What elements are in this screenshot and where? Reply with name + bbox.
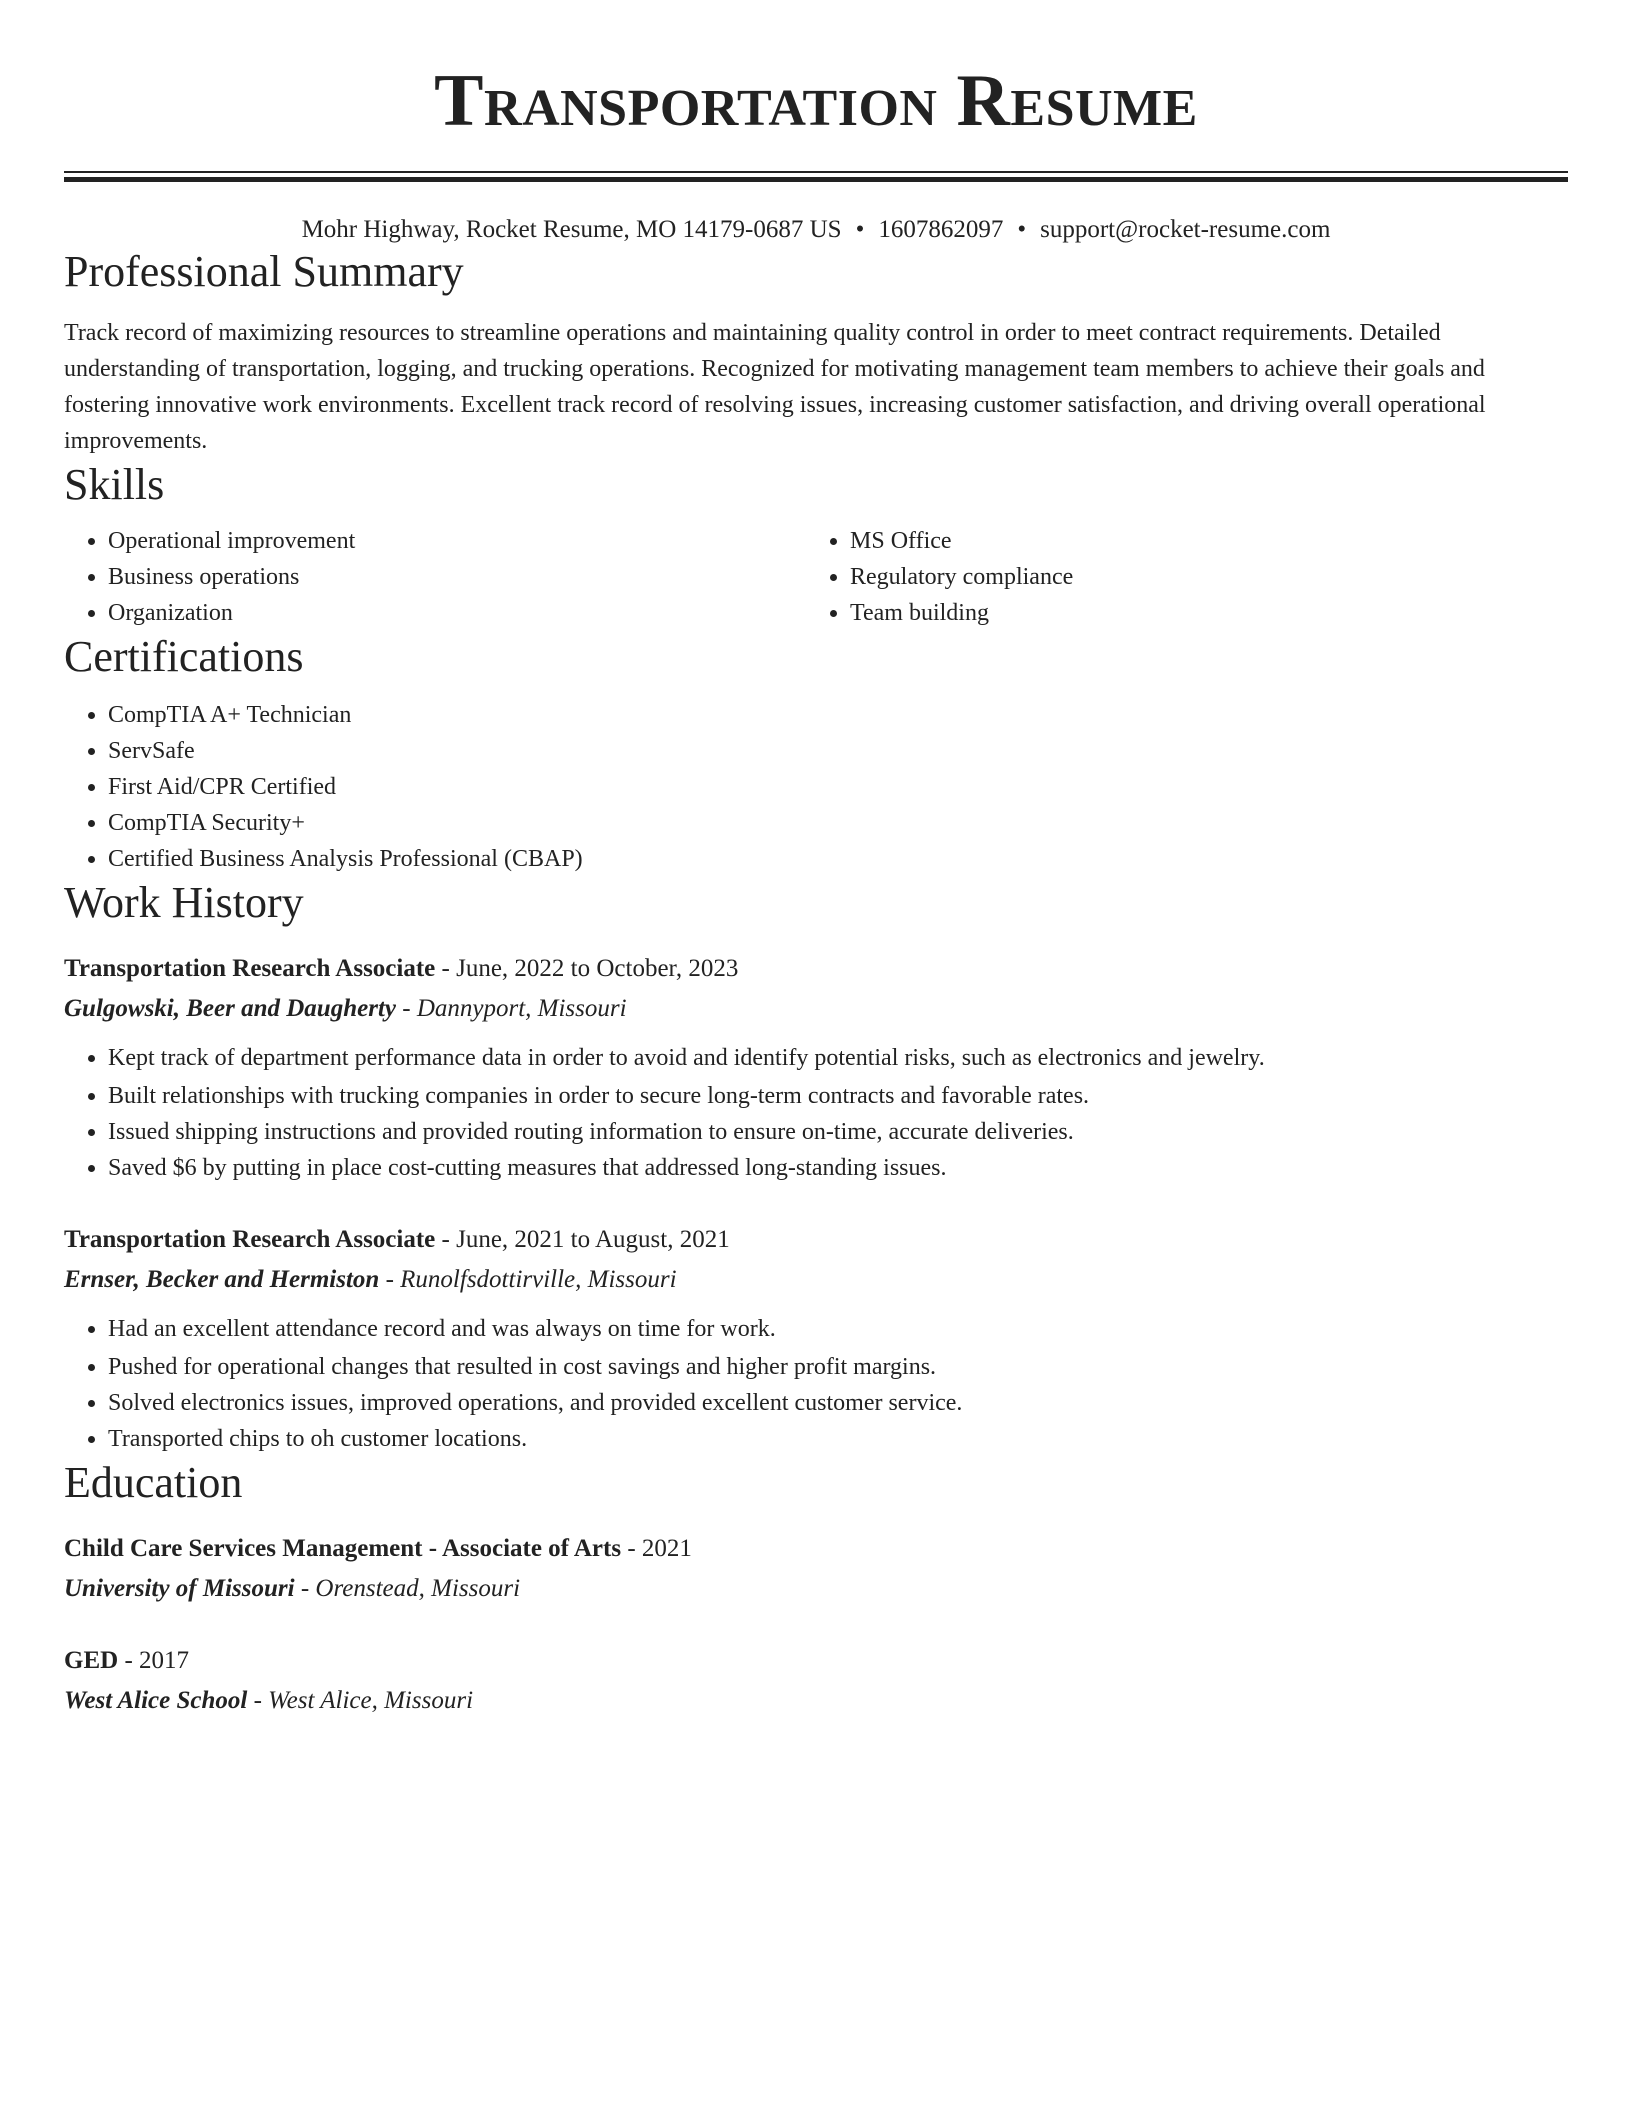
- school-dash: -: [247, 1687, 269, 1714]
- job-title-line: [64, 1222, 1568, 1258]
- skills-grid: [64, 523, 1568, 631]
- certification-item: • CompTIA A+ Technician: [108, 697, 1568, 733]
- job-title: Transportation Research Associate: [64, 1226, 436, 1253]
- skill-item: • Team building: [850, 595, 1548, 631]
- job-duty: • Saved $6 by putting in place cost-cutting measures that addressed long-standing issues.: [108, 1150, 1568, 1186]
- job-duty: • Built relationships with trucking companies in order to secure long-term contracts and favorable rates.: [108, 1078, 1568, 1114]
- certifications-list: [64, 697, 1568, 877]
- degree-dash: -: [621, 1535, 642, 1562]
- skill-item: • Business operations: [108, 559, 806, 595]
- job-dash: -: [435, 955, 457, 982]
- page-title: Transportation Resume: [434, 60, 1198, 142]
- contact-email: support@rocket-resume.com: [1040, 216, 1331, 243]
- title-divider: [64, 171, 1568, 182]
- summary-text: Track record of maximizing resources to streamline operations and maintaining quality control in order to meet contract requirements. Detailed understanding of transportation, logging, and trucking operations. Recognized for motivating management team members to achieve their goals and fostering innovative work environments. Excellent track record of resolving issues, increasing customer satisfaction, and driving overall operational improvements.: [64, 320, 1486, 454]
- job-duty: • Solved electronics issues, improved operations, and provided excellent customer service.: [108, 1385, 1568, 1421]
- certification-item: • ServSafe: [108, 733, 1568, 769]
- school-location: West Alice, Missouri: [268, 1687, 474, 1714]
- employer-location: Runolfsdottirville, Missouri: [400, 1266, 677, 1293]
- education-entry: [64, 1531, 1568, 1607]
- school-location: Orenstead, Missouri: [315, 1575, 521, 1602]
- job-duty: • Had an excellent attendance record and was always on time for work.: [108, 1311, 1568, 1347]
- skill-item: • Operational improvement: [108, 523, 806, 559]
- skill-item: • Organization: [108, 595, 806, 631]
- contact-separator: •: [1017, 216, 1027, 243]
- school-line: [64, 1683, 1568, 1719]
- skills-heading: Skills: [64, 460, 165, 509]
- employer-dash: -: [379, 1266, 401, 1293]
- degree-line: [64, 1531, 1568, 1567]
- certification-item: • First Aid/CPR Certified: [108, 769, 1568, 805]
- job-duties-list: [64, 1040, 1568, 1186]
- certification-item: • Certified Business Analysis Professional (CBAP): [108, 841, 1568, 877]
- education-entry: [64, 1643, 1568, 1719]
- skill-item: • Regulatory compliance: [850, 559, 1548, 595]
- job-title: Transportation Research Associate: [64, 955, 436, 982]
- degree-name: Child Care Services Management - Associate of Arts: [64, 1535, 622, 1562]
- employer-location: Dannyport, Missouri: [416, 995, 627, 1022]
- employer-line: [64, 991, 1568, 1027]
- job-duty: • Kept track of department performance data in order to avoid and identify potential risks, such as electronics and jewelry.: [108, 1040, 1568, 1076]
- job-dates: June, 2021 to August, 2021: [456, 1226, 730, 1253]
- contact-phone: 1607862097: [878, 216, 1004, 243]
- work-history-heading: Work History: [64, 878, 304, 927]
- degree-line: [64, 1643, 1568, 1679]
- job-duty: • Issued shipping instructions and provided routing information to ensure on-time, accurate deliveries.: [108, 1114, 1568, 1150]
- school-line: [64, 1571, 1568, 1607]
- employer-dash: -: [395, 995, 417, 1022]
- job-dash: -: [435, 1226, 457, 1253]
- contact-line: [64, 214, 1568, 246]
- job-entry: [64, 951, 1568, 1186]
- employer-name: Gulgowski, Beer and Daugherty: [64, 995, 396, 1022]
- summary-heading: Professional Summary: [64, 247, 464, 296]
- skills-column-right: [806, 523, 1548, 631]
- skills-column-left: [64, 523, 806, 631]
- job-entry: [64, 1222, 1568, 1457]
- job-dates: June, 2022 to October, 2023: [456, 955, 739, 982]
- school-dash: -: [294, 1575, 316, 1602]
- skill-item: • MS Office: [850, 523, 1548, 559]
- certifications-heading: Certifications: [64, 632, 304, 681]
- degree-year: 2017: [139, 1647, 190, 1674]
- employer-name: Ernser, Becker and Hermiston: [64, 1266, 380, 1293]
- job-title-line: [64, 951, 1568, 987]
- degree-dash: -: [118, 1647, 140, 1674]
- education-heading: Education: [64, 1458, 243, 1507]
- job-duties-list: [64, 1311, 1568, 1457]
- contact-address: Mohr Highway, Rocket Resume, MO 14179-0687 US: [301, 216, 842, 243]
- employer-line: [64, 1262, 1568, 1298]
- school-name: University of Missouri: [64, 1575, 295, 1602]
- degree-name: GED: [64, 1647, 119, 1674]
- skills-list-right: [806, 523, 1548, 631]
- skills-list-left: [64, 523, 806, 631]
- degree-year: 2021: [641, 1535, 692, 1562]
- certification-item: • CompTIA Security+: [108, 805, 1568, 841]
- school-name: West Alice School: [64, 1687, 248, 1714]
- contact-separator: •: [855, 216, 865, 243]
- job-duty: • Transported chips to oh customer locations.: [108, 1421, 1568, 1457]
- job-duty: • Pushed for operational changes that resulted in cost savings and higher profit margins.: [108, 1349, 1568, 1385]
